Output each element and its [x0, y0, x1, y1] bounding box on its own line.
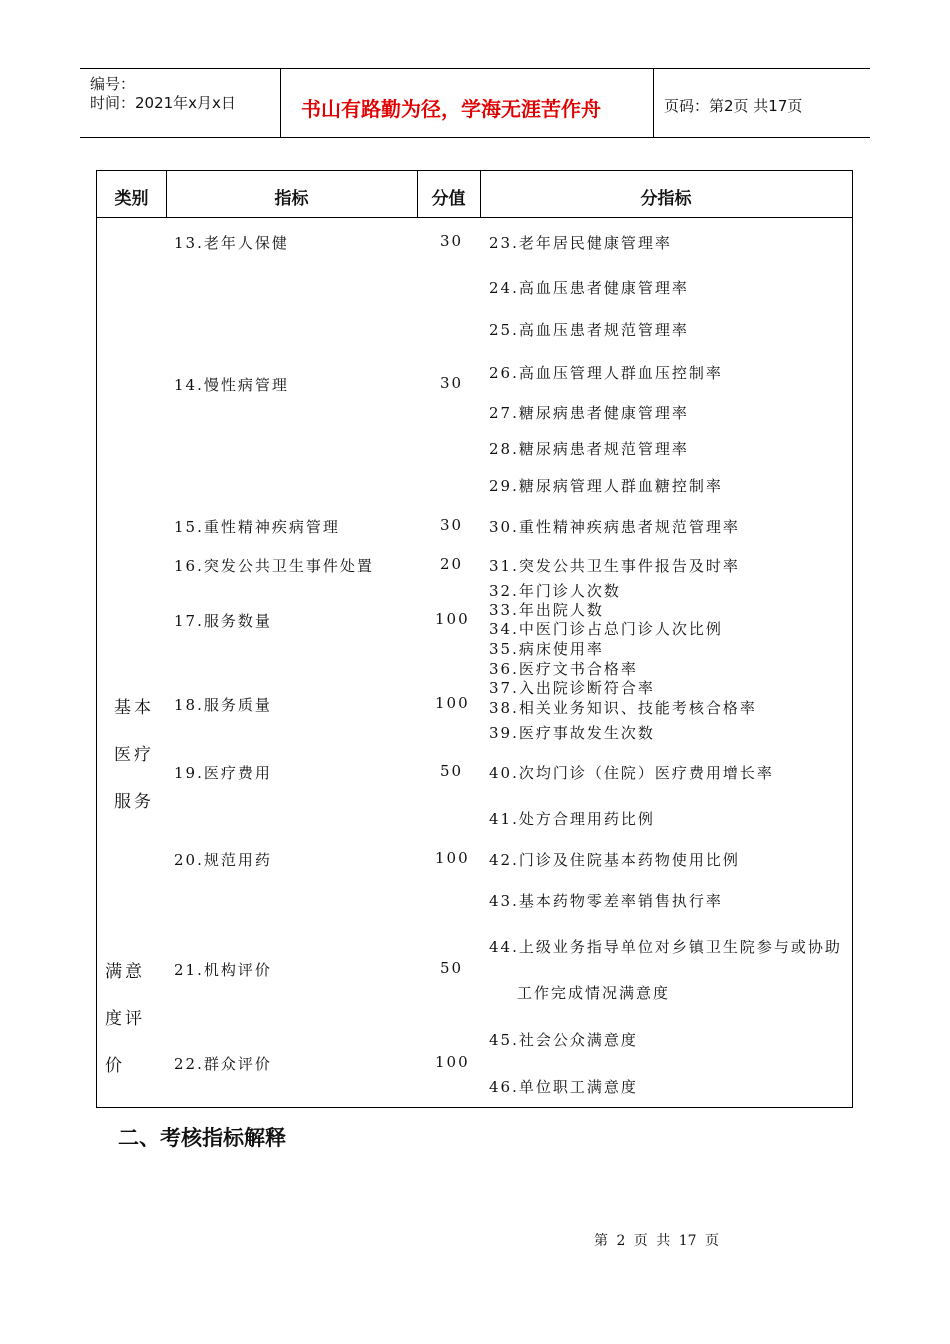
sub-indicator: 23.老年居民健康管理率: [489, 234, 672, 252]
header-page-label: 页码：第2页 共17页: [664, 97, 803, 115]
sub-indicator: 43.基本药物零差率销售执行率: [489, 892, 723, 910]
sub-indicator: 24.高血压患者健康管理率: [489, 279, 689, 297]
column-header-category: 类别: [114, 189, 149, 209]
header-motto: 书山有路勤为径，学海无涯苦作舟: [301, 97, 601, 121]
indicator-name: 22.群众评价: [174, 1055, 272, 1073]
category-line: 基本: [114, 698, 154, 718]
table-header-row: [97, 171, 852, 218]
sub-indicator: 44.上级业务指导单位对乡镇卫生院参与或协助: [489, 938, 842, 956]
sub-indicator: 25.高血压患者规范管理率: [489, 321, 689, 339]
sub-indicator: 31.突发公共卫生事件报告及时率: [489, 557, 740, 575]
sub-indicator: 37.入出院诊断符合率: [489, 679, 655, 697]
category-line: 医疗: [114, 745, 154, 765]
indicator-score: 100: [435, 610, 470, 628]
header-page-cell: [654, 69, 870, 137]
sub-indicator: 40.次均门诊（住院）医疗费用增长率: [489, 764, 774, 782]
document-number-label: 编号：: [90, 75, 136, 93]
sub-indicator: 41.处方合理用药比例: [489, 810, 655, 828]
sub-indicator: 35.病床使用率: [489, 640, 604, 658]
sub-indicator: 工作完成情况满意度: [517, 984, 671, 1002]
sub-indicator: 46.单位职工满意度: [489, 1078, 638, 1096]
indicator-score: 30: [440, 232, 464, 250]
sub-indicator: 36.医疗文书合格率: [489, 660, 638, 678]
sub-indicator: 30.重性精神疾病患者规范管理率: [489, 518, 740, 536]
indicator-score: 20: [440, 555, 464, 573]
indicator-score: 30: [440, 516, 464, 534]
indicator-name: 20.规范用药: [174, 851, 272, 869]
sub-indicator: 28.糖尿病患者规范管理率: [489, 440, 689, 458]
document-time-label: 时间：2021年x月x日: [90, 94, 236, 112]
indicator-score: 30: [440, 374, 464, 392]
column-header-indicator: 指标: [274, 189, 309, 209]
category-line: 度评: [105, 1009, 145, 1029]
sub-indicator: 42.门诊及住院基本药物使用比例: [489, 851, 740, 869]
indicator-score: 50: [440, 762, 464, 780]
indicator-score: 100: [435, 1053, 470, 1071]
indicator-name: 19.医疗费用: [174, 764, 272, 782]
indicator-name: 21.机构评价: [174, 961, 272, 979]
sub-indicator: 34.中医门诊占总门诊人次比例: [489, 620, 723, 638]
section-title: 二、考核指标解释: [118, 1126, 286, 1150]
sub-indicator: 32.年门诊人次数: [489, 582, 621, 600]
indicator-name: 15.重性精神疾病管理: [174, 518, 340, 536]
indicator-name: 13.老年人保健: [174, 234, 289, 252]
category-line: 服务: [114, 792, 154, 812]
category-line: 满意: [105, 962, 145, 982]
indicator-name: 14.慢性病管理: [174, 376, 289, 394]
header-motto-cell: [281, 69, 654, 137]
indicator-name: 16.突发公共卫生事件处置: [174, 557, 374, 575]
indicator-score: 100: [435, 694, 470, 712]
sub-indicator: 38.相关业务知识、技能考核合格率: [489, 699, 757, 717]
sub-indicator: 39.医疗事故发生次数: [489, 724, 655, 742]
indicator-name: 18.服务质量: [174, 696, 272, 714]
sub-indicator: 27.糖尿病患者健康管理率: [489, 404, 689, 422]
indicator-score: 100: [435, 849, 470, 867]
sub-indicator: 29.糖尿病管理人群血糖控制率: [489, 477, 723, 495]
column-header-sub-indicator: 分指标: [640, 189, 692, 209]
sub-indicator: 33.年出院人数: [489, 601, 604, 619]
sub-indicator: 45.社会公众满意度: [489, 1031, 638, 1049]
column-header-score: 分值: [431, 189, 466, 209]
category-line: 价: [105, 1056, 125, 1076]
indicator-name: 17.服务数量: [174, 612, 272, 630]
indicator-score: 50: [440, 959, 464, 977]
sub-indicator: 26.高血压管理人群血压控制率: [489, 364, 723, 382]
header-meta-cell: [80, 69, 281, 137]
document-header: [80, 68, 870, 138]
page-footer: 第 2 页 共 17 页: [594, 1233, 719, 1249]
indicator-table: [96, 170, 853, 1108]
